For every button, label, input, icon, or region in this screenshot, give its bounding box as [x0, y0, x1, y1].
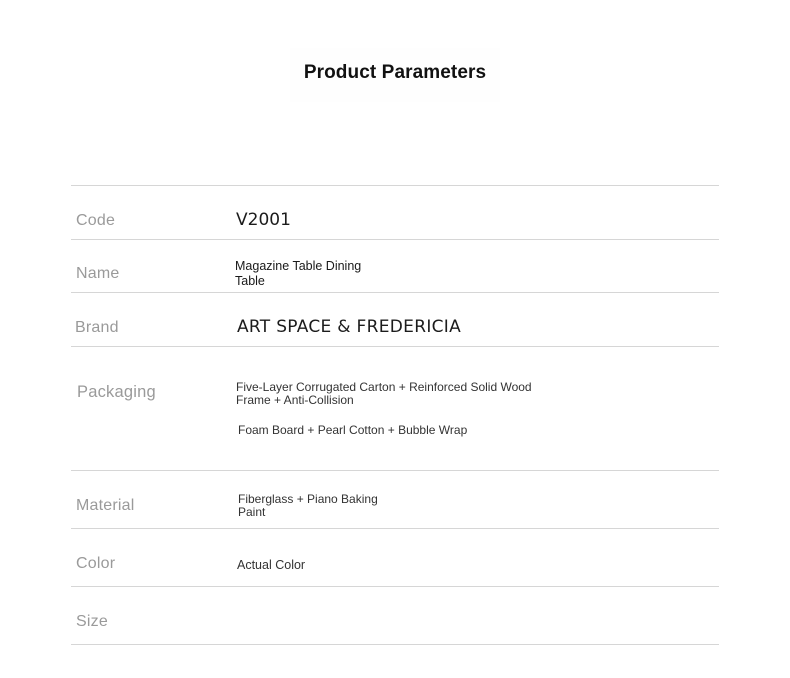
name-value-line: Table — [235, 274, 265, 288]
packaging-value — [236, 381, 532, 407]
page-title: Product Parameters — [290, 48, 500, 102]
material-value-line: Paint — [238, 505, 266, 519]
table-top-rule — [71, 185, 719, 186]
size-label: Size — [76, 613, 108, 630]
material-value — [238, 493, 378, 519]
brand-label: Brand — [75, 319, 119, 336]
row-divider — [71, 346, 719, 347]
row-divider — [71, 586, 719, 587]
name-value-line: Magazine Table Dining — [235, 259, 362, 273]
title-wrap — [0, 48, 790, 102]
material-value-line: Fiberglass + Piano Baking — [238, 492, 378, 506]
code-label: Code — [76, 212, 116, 229]
material-label: Material — [76, 497, 135, 514]
brand-value: ART SPACE & FREDERICIA — [237, 317, 462, 337]
table-bottom-rule — [71, 644, 719, 645]
packaging-value-line: Frame + Anti-Collision — [236, 393, 354, 407]
row-divider — [71, 470, 719, 471]
code-value: V2001 — [236, 210, 291, 230]
packaging-label: Packaging — [77, 383, 156, 401]
row-divider — [71, 292, 719, 293]
row-divider — [71, 528, 719, 529]
color-label: Color — [76, 555, 116, 572]
color-value: Actual Color — [237, 558, 306, 572]
name-label: Name — [76, 265, 120, 282]
packaging-value-line: Five-Layer Corrugated Carton + Reinforced Solid Wood — [236, 380, 532, 394]
name-value — [235, 259, 361, 289]
row-divider — [71, 239, 719, 240]
packaging-value-extra: Foam Board + Pearl Cotton + Bubble Wrap — [238, 423, 468, 437]
